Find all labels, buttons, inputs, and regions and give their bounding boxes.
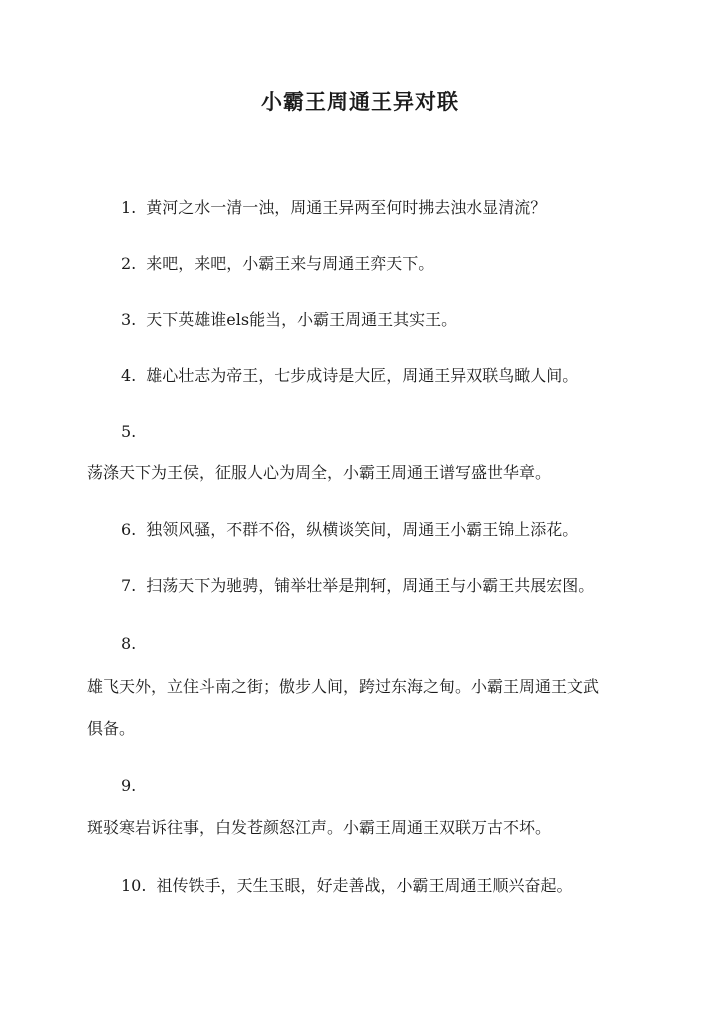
item-number: 9.: [121, 776, 137, 795]
item-text: 扫荡天下为驰骋，铺举壮举是荆轲，周通王与小霸王共展宏图。: [146, 576, 595, 595]
list-item: [121, 366, 578, 386]
item-text: 雄心壮志为帝王，七步成诗是大匠，周通王异双联鸟瞰人间。: [146, 366, 579, 385]
list-item: [121, 310, 457, 330]
item-number: 5.: [121, 422, 137, 441]
item-number: 4.: [121, 366, 137, 385]
item-text: 荡涤天下为王侯，征服人心为周全，小霸王周通王谱写盛世华章。: [87, 463, 552, 482]
item-number: 6.: [121, 520, 137, 539]
item-text: 祖传铁手，天生玉眼，好走善战，小霸王周通王顺兴奋起。: [156, 876, 573, 895]
item-text: 独领风骚，不群不俗，纵横谈笑间，周通王小霸王锦上添花。: [146, 520, 579, 539]
item-number: 10.: [121, 876, 147, 895]
item-number: 3.: [121, 310, 137, 329]
item-text: 来吧，来吧，小霸王来与周通王弈天下。: [146, 254, 435, 273]
item-text: 天下英雄谁els能当，小霸王周通王其实王。: [146, 310, 458, 329]
list-item: [121, 876, 572, 896]
item-number: 2.: [121, 254, 137, 273]
list-item: [121, 520, 578, 540]
item-text: 黄河之水一清一浊，周通王异两至何时拂去浊水显清流？: [146, 198, 547, 217]
item-number: 8.: [121, 634, 137, 653]
item-text: 雄飞天外，立住斗南之街；傲步人间，跨过东海之甸。小霸王周通王文武: [87, 677, 600, 696]
page-title: 小霸王周通王异对联: [261, 89, 459, 114]
list-item: [121, 576, 594, 596]
list-item: [121, 198, 546, 218]
item-text-continued: 俱备。: [87, 719, 136, 738]
list-item: [121, 254, 434, 274]
item-number: 1.: [121, 198, 137, 217]
item-number: 7.: [121, 576, 137, 595]
item-text: 斑驳寒岩诉往事，白发苍颜怒江声。小霸王周通王双联万古不坏。: [87, 818, 552, 837]
